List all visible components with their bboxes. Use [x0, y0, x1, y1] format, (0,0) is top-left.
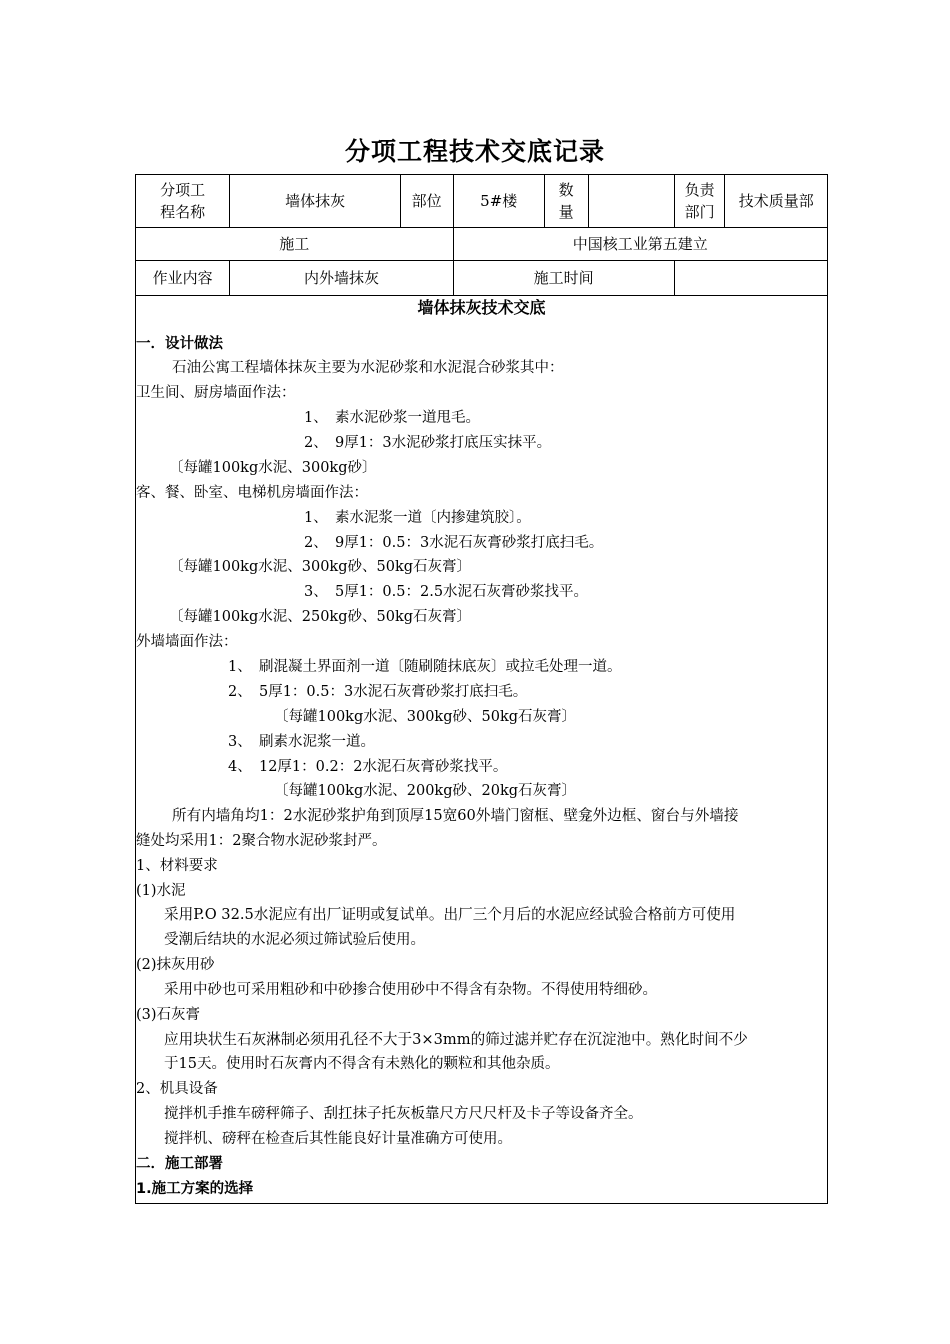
- quantity-label: [544, 175, 588, 228]
- text-line: 应用块状生石灰淋制必须用孔径不大于3×3mm的筛过滤并贮存在沉淀池中。熟化时间不少: [164, 1031, 748, 1048]
- text-line: 4、 12厚1：0.2：2水泥石灰膏砂浆找平。: [228, 759, 508, 775]
- text-line: 1.施工方案的选择: [136, 1181, 254, 1197]
- quantity-value: [588, 175, 674, 228]
- text-line: 二．施工部署: [136, 1156, 223, 1172]
- text-line: 2、 5厚1：0.5：3水泥石灰膏砂浆打底扫毛。: [228, 684, 528, 700]
- department-label: [674, 175, 725, 228]
- text-line: 3、 刷素水泥浆一道。: [228, 734, 375, 750]
- text-line: 〔每罐100kg水泥、200kg砂、20kg石灰膏〕: [274, 783, 577, 799]
- department-label-text: 负责 部门: [684, 181, 715, 221]
- project-name-label-text: 分项工 程名称: [160, 181, 206, 221]
- work-content-label: 作业内容: [136, 261, 230, 296]
- text-line: 受潮后结块的水泥必须过筛试验后使用。: [164, 932, 425, 948]
- department-value: 技术质量部: [725, 175, 828, 228]
- text-line: 1、材料要求: [136, 858, 218, 874]
- content-box: [135, 295, 828, 1204]
- text-line: 〔每罐100kg水泥、300kg砂〕: [169, 460, 377, 476]
- text-line: 2、 9厚1：3水泥砂浆打底压实抹平。: [304, 435, 552, 451]
- text-line: 外墙墙面作法：: [136, 634, 238, 650]
- work-content-value: 内外墙抹灰: [230, 261, 453, 296]
- construction-value: 中国核工业第五建立: [453, 228, 827, 261]
- project-name-value: 墙体抹灰: [230, 175, 400, 228]
- text-line: 〔每罐100kg水泥、300kg砂、50kg石灰膏〕: [169, 559, 472, 575]
- header-table: [135, 174, 828, 296]
- page-title: 分项工程技术交底记录: [344, 137, 605, 166]
- location-value: 5#楼: [453, 175, 544, 228]
- text-line: 于15天。使用时石灰膏内不得含有未熟化的颗粒和其他杂质。: [164, 1056, 560, 1072]
- text-line: 客、餐、卧室、电梯机房墙面作法：: [136, 485, 368, 501]
- text-line: 所有内墙角均1：2水泥砂浆护角到顶厚15宽60外墙门窗框、壁龛外边框、窗台与外墙接: [172, 807, 739, 824]
- text-line: 2、机具设备: [136, 1081, 218, 1097]
- text-line: (2)抹灰用砂: [136, 957, 215, 973]
- construction-label: 施工: [136, 228, 454, 261]
- section-heading: 墙体抹灰技术交底: [417, 298, 546, 317]
- text-line: (1)水泥: [136, 883, 186, 899]
- location-label: 部位: [400, 175, 453, 228]
- text-line: 采用中砂也可采用粗砂和中砂掺合使用砂中不得含有杂物。不得使用特细砂。: [164, 982, 657, 998]
- text-line: 石油公寓工程墙体抹灰主要为水泥砂浆和水泥混合砂浆其中：: [172, 360, 564, 376]
- construction-time-label: 施工时间: [453, 261, 674, 296]
- text-line: (3)石灰膏: [136, 1007, 201, 1023]
- text-line: 〔每罐100kg水泥、250kg砂、50kg石灰膏〕: [169, 609, 472, 625]
- project-name-label: [136, 175, 230, 228]
- text-line: 1、 素水泥浆一道〔内掺建筑胶〕。: [304, 510, 531, 526]
- text-line: 采用P.O 32.5水泥应有出厂证明或复试单。出厂三个月后的水泥应经试验合格前方可使用: [164, 906, 736, 923]
- text-line: 1、 素水泥砂浆一道甩毛。: [304, 410, 480, 426]
- quantity-label-text: 数 量: [558, 181, 574, 221]
- text-line: 卫生间、厨房墙面作法：: [136, 385, 296, 401]
- construction-time-value: [674, 261, 827, 296]
- text-line: 1、 刷混凝土界面剂一道〔随刷随抹底灰〕或拉毛处理一道。: [228, 659, 622, 675]
- text-line: 一．设计做法: [136, 336, 223, 352]
- text-line: 搅拌机手推车磅秤筛子、刮扛抹子托灰板靠尺方尺尺杆及卡子等设备齐全。: [164, 1106, 643, 1122]
- text-line: 2、 9厚1：0.5：3水泥石灰膏砂浆打底扫毛。: [304, 535, 604, 551]
- text-line: 〔每罐100kg水泥、300kg砂、50kg石灰膏〕: [274, 709, 577, 725]
- text-line: 搅拌机、磅秤在检查后其性能良好计量准确方可使用。: [164, 1131, 512, 1147]
- text-line: 缝处均采用1：2聚合物水泥砂浆封严。: [136, 833, 387, 849]
- text-line: 3、 5厚1：0.5：2.5水泥石灰膏砂浆找平。: [304, 584, 589, 600]
